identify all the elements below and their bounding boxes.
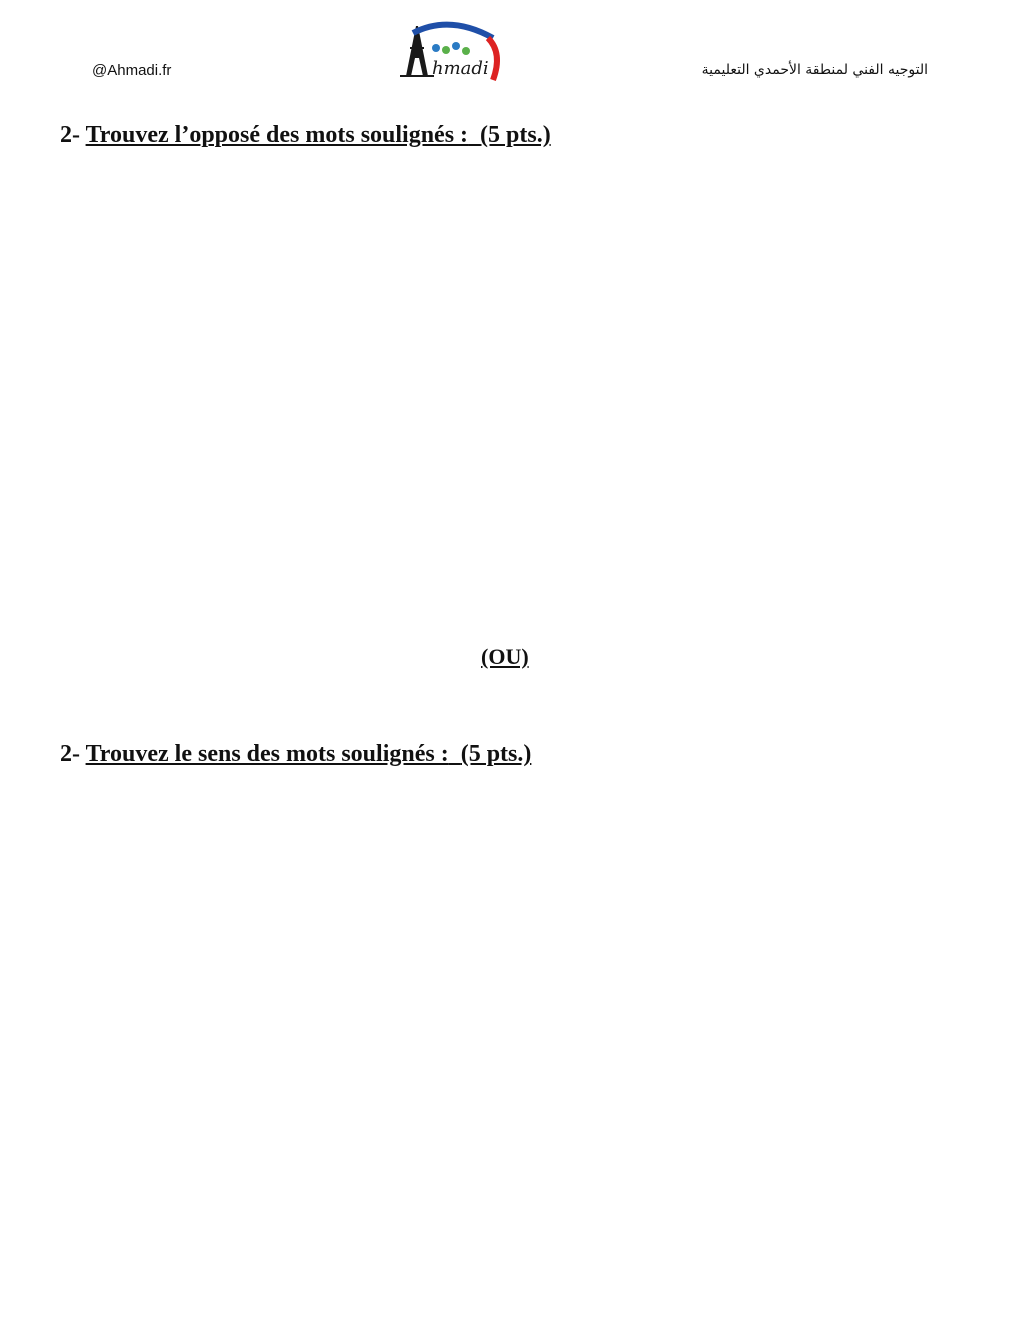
logo — [388, 18, 508, 88]
section2-title-text: Trouvez le sens des mots soulignés : (5 pts.) — [85, 741, 532, 767]
ou-separator: (OU) — [481, 644, 529, 669]
section1-number: 2- — [60, 122, 80, 148]
section1-title — [60, 122, 551, 149]
svg-text:hmadi: hmadi — [432, 58, 489, 79]
section2-title — [60, 741, 531, 768]
section1-title-text: Trouvez l’opposé des mots soulignés : (5 pts.) — [85, 122, 551, 148]
header-website: @Ahmadi.fr — [92, 62, 172, 79]
header-arabic-title: التوجيه الفني لمنطقة الأحمدي التعليمية — [701, 62, 928, 78]
section2-number: 2- — [60, 741, 80, 767]
